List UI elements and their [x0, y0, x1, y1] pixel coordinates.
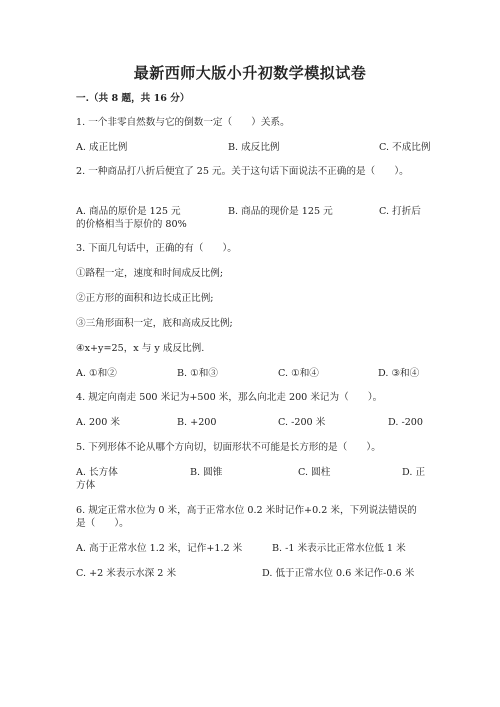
section-heading: 一.（共 8 题，共 16 分） — [76, 93, 190, 104]
question-3-statement-3: ③三角形面积一定，底和高成反比例; — [76, 318, 233, 329]
question-2-option-c[interactable]: C. 打折后 — [379, 206, 421, 217]
question-2-option-a[interactable]: A. 商品的原价是 125 元 — [76, 206, 181, 217]
question-1-option-c[interactable]: C. 不成比例 — [379, 142, 431, 153]
question-4-option-a[interactable]: A. 200 米 — [76, 417, 120, 428]
question-1-stem: 1. 一个非零自然数与它的倒数一定（ ）关系。 — [76, 117, 290, 128]
question-3-option-c[interactable]: C. ①和④ — [278, 368, 319, 379]
question-3-option-a[interactable]: A. ①和② — [76, 368, 117, 379]
question-6-option-d[interactable]: D. 低于正常水位 0.6 米记作-0.6 米 — [262, 568, 415, 579]
question-1-option-b[interactable]: B. 成反比例 — [228, 142, 280, 153]
question-3-option-d[interactable]: D. ③和④ — [378, 368, 420, 379]
question-5-option-a-continued: 方体 — [76, 480, 96, 491]
question-6-stem-continued: 是（ ）。 — [76, 518, 129, 529]
question-5-stem: 5. 下列形体不论从哪个方向切，切面形状不可能是长方形的是（ ）。 — [76, 442, 381, 453]
question-3-statement-4: ④x+y=25，x 与 y 成反比例. — [76, 343, 205, 354]
question-1-option-a[interactable]: A. 成正比例 — [76, 142, 128, 153]
question-3-stem: 3. 下面几句话中，正确的有（ ）。 — [76, 243, 237, 254]
question-3-option-b[interactable]: B. ①和③ — [177, 368, 218, 379]
question-2-option-b[interactable]: B. 商品的现价是 125 元 — [228, 206, 333, 217]
question-6-option-a[interactable]: A. 高于正常水位 1.2 米，记作+1.2 米 — [76, 543, 243, 554]
question-6-stem: 6. 规定正常水位为 0 米，高于正常水位 0.2 米时记作+0.2 米，下列说法错误的 — [76, 505, 417, 516]
question-2-stem: 2. 一种商品打八折后便宜了 25 元。关于这句话下面说法不正确的是（ ）。 — [76, 166, 409, 177]
question-4-stem: 4. 规定向南走 500 米记为+500 米，那么向北走 200 米记为（ ）。 — [76, 392, 383, 403]
question-4-option-c[interactable]: C. -200 米 — [278, 417, 326, 428]
question-5-option-b[interactable]: B. 圆锥 — [190, 467, 223, 478]
question-5-option-c[interactable]: C. 圆柱 — [298, 467, 331, 478]
question-2-option-c-continued: 的价格相当于原价的 80% — [76, 219, 187, 230]
question-6-option-c[interactable]: C. +2 米表示水深 2 米 — [76, 568, 177, 579]
question-4-option-d[interactable]: D. -200 — [388, 417, 424, 428]
page-title: 最新西师大版小升初数学模拟试卷 — [133, 64, 367, 82]
question-4-option-b[interactable]: B. +200 — [177, 417, 217, 428]
question-3-statement-1: ①路程一定，速度和时间成反比例; — [76, 268, 224, 279]
question-3-statement-2: ②正方形的面积和边长成正比例; — [76, 293, 214, 304]
question-5-option-d[interactable]: D. 正 — [402, 467, 426, 478]
question-5-option-a[interactable]: A. 长方体 — [76, 467, 118, 478]
question-6-option-b[interactable]: B. -1 米表示比正常水位低 1 米 — [272, 543, 406, 554]
